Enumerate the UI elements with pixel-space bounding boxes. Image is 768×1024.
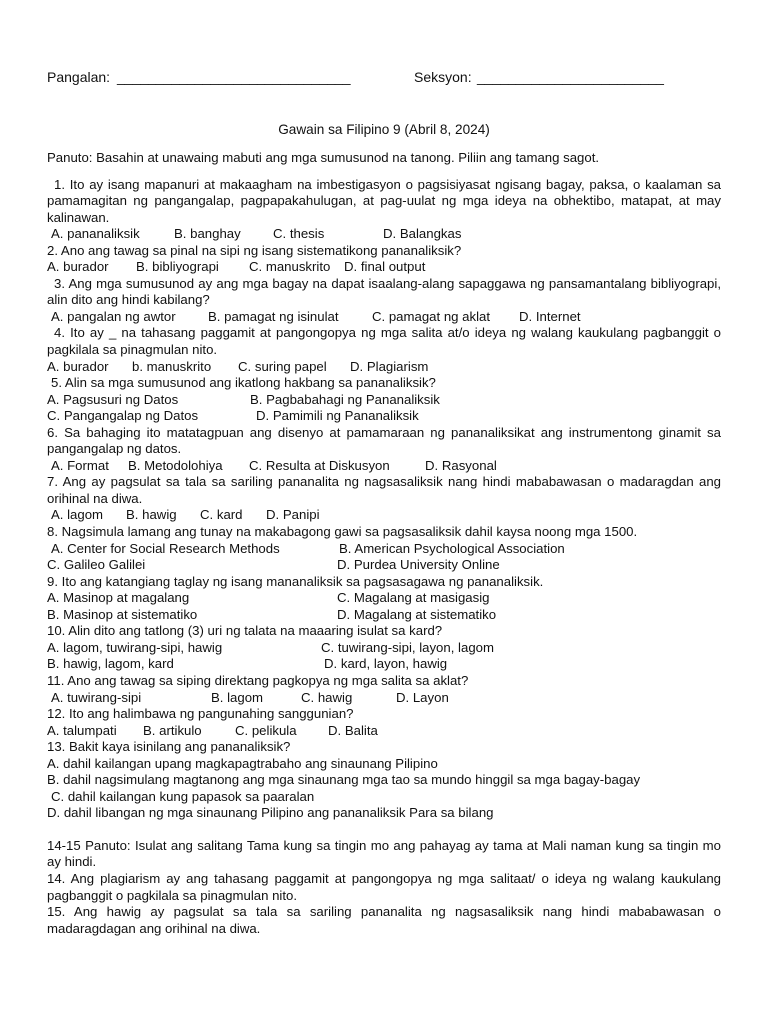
choices-row <box>47 607 721 624</box>
choice[interactable]: D. Balita <box>328 722 378 738</box>
choice[interactable]: C. suring papel <box>238 358 327 374</box>
choice[interactable]: D. Internet <box>519 308 581 324</box>
choice[interactable]: B. hawig <box>126 507 177 523</box>
choice[interactable]: C. tuwirang-sipi, layon, lagom <box>321 639 494 655</box>
choice[interactable]: D. Layon <box>396 689 449 705</box>
question-7: 7. Ang ay pagsulat sa tala sa sariling pananalita ng nagsasaliksik nang hindi mababawasan o madaragdan ang orihinal na diwa. <box>47 474 721 506</box>
choice[interactable]: D. Purdea University Online <box>337 557 500 573</box>
choice[interactable]: C. thesis <box>273 226 325 242</box>
choice[interactable]: D. final output <box>344 259 426 275</box>
choice[interactable]: B. banghay <box>174 226 241 242</box>
instructions: Panuto: Basahin at unawaing mabuti ang mga sumusunod na tanong. Piliin ang tamang sagot. <box>47 150 600 165</box>
choice[interactable]: B. dahil nagsimulang magtanong ang mga sinaunang mga tao sa mundo hinggil sa mga bagay-bagay <box>47 772 641 788</box>
choices-row <box>47 392 721 409</box>
choices-row <box>47 226 721 243</box>
choice[interactable]: C. Resulta at Diskusyon <box>249 457 390 473</box>
choice[interactable]: C. manuskrito <box>249 259 331 275</box>
choice[interactable]: A. Center for Social Research Methods <box>51 540 280 556</box>
choice[interactable]: D. kard, layon, hawig <box>324 656 448 672</box>
choice[interactable]: B. Masinop at sistematiko <box>47 606 198 622</box>
choices-row <box>47 756 721 773</box>
choice[interactable]: B. artikulo <box>143 722 202 738</box>
choice[interactable]: D. Rasyonal <box>425 457 497 473</box>
choice[interactable]: A. talumpati <box>47 722 117 738</box>
choice[interactable]: D. Magalang at sistematiko <box>337 606 497 622</box>
question-13: 13. Bakit kaya isinilang ang pananaliksik? <box>47 739 291 755</box>
choice[interactable]: A. pangalan ng awtor <box>51 308 176 324</box>
statement-15: 15. Ang hawig ay pagsulat sa tala sa sariling pananalita ng nagsasaliksik nang hindi mababawasan o madaragdagan ang orihinal na diwa. <box>47 904 721 936</box>
statement-14: 14. Ang plagiarism ay ang tahasang paggamit at pangongopya ng mga salitaat/ o ideya ng walang kaukulang pagbanggit o pagkilala sa pinagmulan nito. <box>47 870 721 903</box>
choices-row <box>47 259 721 276</box>
choice[interactable]: C. hawig <box>301 689 353 705</box>
choice[interactable]: A. lagom <box>51 507 104 523</box>
choice[interactable]: A. burador <box>47 358 109 374</box>
question-4: 4. Ito ay _ na tahasang paggamit at pangongopya ng mga salita at/o ideya ng walang kaukulang pagbanggit o pagkilala sa pinagmulan nito. <box>47 325 721 358</box>
choice[interactable]: A. lagom, tuwirang-sipi, hawig <box>47 639 223 655</box>
choice[interactable]: B. hawig, lagom, kard <box>47 656 174 672</box>
question-6: 6. Sa bahaging ito matatagpuan ang disenyo at pamamaraan ng pananaliksikat ang instrumentong ginamit sa pangangalap ng datos. <box>47 424 721 457</box>
choice[interactable]: A. dahil kailangan upang magkapagtrabaho ang sinaunang Pilipino <box>47 755 438 771</box>
choices-row <box>47 805 721 822</box>
choices-row <box>47 789 721 806</box>
choice[interactable]: C. pamagat ng aklat <box>372 308 491 324</box>
choice[interactable]: B. American Psychological Association <box>339 540 565 556</box>
choices-row <box>47 507 721 524</box>
question-3: 3. Ang mga sumusunod ay ang mga bagay na dapat isaalang-alang sapaggawa ng pansamantalang bibliyograpi, alin dito ang hindi kabilang? <box>47 275 721 308</box>
choice[interactable]: C. dahil kailangan kung papasok sa paaralan <box>51 788 315 804</box>
section-blank[interactable]: ________________________ <box>477 69 664 85</box>
worksheet-body <box>47 150 721 937</box>
question-1: 1. Ito ay isang mapanuri at makaagham na imbestigasyon o pagsisiyasat ngisang bagay, paksa, o kaalaman sa pamamagitan ng pangangalap, pagpapakahulugan, at pag-uulat ng mga ideya na obhektibo, matapat, at may kalinawan. <box>47 176 721 225</box>
choices-row <box>47 557 721 574</box>
choices-row <box>47 772 721 789</box>
choice[interactable]: C. Magalang at masigasig <box>337 590 490 606</box>
name-label: Pangalan: <box>47 69 111 85</box>
choices-row <box>47 723 721 740</box>
choice[interactable]: B. lagom <box>211 689 264 705</box>
question-11: 11. Ano ang tawag sa siping direktang pagkopya ng mga salita sa aklat? <box>47 672 469 688</box>
choices-row <box>47 359 721 376</box>
page-title: Gawain sa Filipino 9 (Abril 8, 2024) <box>278 122 490 137</box>
choice[interactable]: A. pananaliksik <box>51 226 140 242</box>
choices-row <box>47 590 721 607</box>
choices-row <box>47 656 721 673</box>
choice[interactable]: A. burador <box>47 259 109 275</box>
question-8: 8. Nagsimula lamang ang tunay na makabagong gawi sa pagsasaliksik dahil kaysa noong mga 1500. <box>47 524 638 540</box>
choice[interactable]: B. Pagbabahagi ng Pananaliksik <box>250 391 440 407</box>
choice[interactable]: A. Masinop at magalang <box>47 590 190 606</box>
choice[interactable]: C. pelikula <box>235 722 297 738</box>
choice[interactable]: C. kard <box>200 507 243 523</box>
choice[interactable]: A. tuwirang-sipi <box>51 689 142 705</box>
choice[interactable]: C. Galileo Galilei <box>47 557 146 573</box>
choice[interactable]: C. Pangangalap ng Datos <box>47 408 199 424</box>
choice[interactable]: B. pamagat ng isinulat <box>208 308 339 324</box>
choices-row <box>47 309 721 326</box>
question-5: 5. Alin sa mga sumusunod ang ikatlong hakbang sa pananaliksik? <box>51 375 436 391</box>
choice[interactable]: D. dahil libangan ng mga sinaunang Pilipino ang pananaliksik Para sa bilang <box>47 805 494 821</box>
choice[interactable]: D. Balangkas <box>383 226 462 242</box>
choice[interactable]: A. Pagsusuri ng Datos <box>47 391 179 407</box>
question-2: 2. Ano ang tawag sa pinal na sipi ng isang sistematikong pananaliksik? <box>47 242 462 258</box>
choices-row <box>47 458 721 475</box>
choice[interactable]: D. Pamimili ng Pananaliksik <box>256 408 419 424</box>
choices-row <box>47 690 721 707</box>
choices-row <box>47 640 721 657</box>
question-12: 12. Ito ang halimbawa ng pangunahing sanggunian? <box>47 706 354 722</box>
part2-instructions: 14-15 Panuto: Isulat ang salitang Tama kung sa tingin mo ang pahayag ay tama at Mali naman kung sa tingin mo ay hindi. <box>47 837 721 870</box>
question-9: 9. Ito ang katangiang taglay ng isang mananaliksik sa pagsasagawa ng pananaliksik. <box>47 573 544 589</box>
choice[interactable]: A. Format <box>51 457 109 473</box>
choice[interactable]: D. Plagiarism <box>350 358 429 374</box>
section-label: Seksyon: <box>414 69 472 85</box>
question-10: 10. Alin dito ang tatlong (3) uri ng talata na maaaring isulat sa kard? <box>47 623 443 639</box>
choice[interactable]: b. manuskrito <box>132 358 212 374</box>
name-blank[interactable]: ______________________________ <box>117 69 351 85</box>
choices-row <box>47 408 721 425</box>
choice[interactable]: B. bibliyograpi <box>136 259 219 275</box>
choice[interactable]: D. Panipi <box>266 507 320 523</box>
choice[interactable]: B. Metodolohiya <box>128 457 223 473</box>
choices-row <box>47 541 721 558</box>
